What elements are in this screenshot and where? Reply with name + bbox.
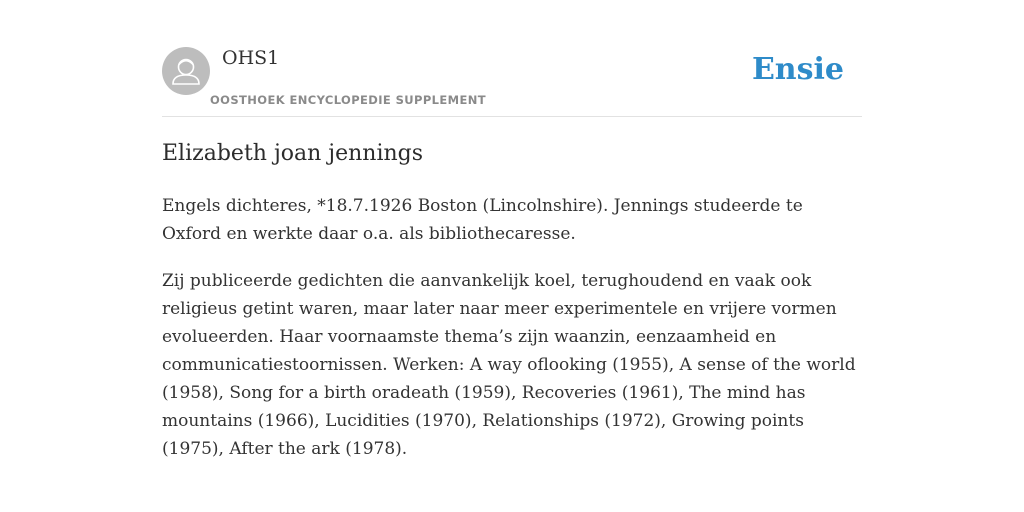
article-title: Elizabeth joan jennings <box>162 141 424 166</box>
user-avatar-icon <box>162 47 210 95</box>
author-name[interactable]: OHS1 <box>222 47 280 69</box>
source-label[interactable]: OOSTHOEK ENCYCLOPEDIE SUPPLEMENT <box>210 93 487 107</box>
article-paragraph: Engels dichteres, *18.7.1926 Boston (Lincolnshire). Jennings studeerde te Oxford en werkte daar o.a. als bibliothecaresse. <box>162 196 803 244</box>
article-paragraph: Zij publiceerde gedichten die aanvankelijk koel, terughoudend en vaak ook religieus getint waren, maar later naar meer experimentele en vrijere vormen evolueerden. Haar voornaamste thema’s zijn waanzin, eenzaamheid en communicatiestoornissen. Werken: A way oflooking (1955), A sense of the world (1958), Song for a birth oradeath (1959), Recoveries (1961), The mind has mountains (1966), Lucidities (1970), Relationships (1972), Growing points (1975), After the ark (1978). <box>162 271 856 459</box>
author-avatar[interactable] <box>162 47 210 95</box>
entry-header <box>162 46 862 117</box>
ensie-logo[interactable]: Ensie <box>751 52 844 87</box>
article-body <box>162 192 867 482</box>
